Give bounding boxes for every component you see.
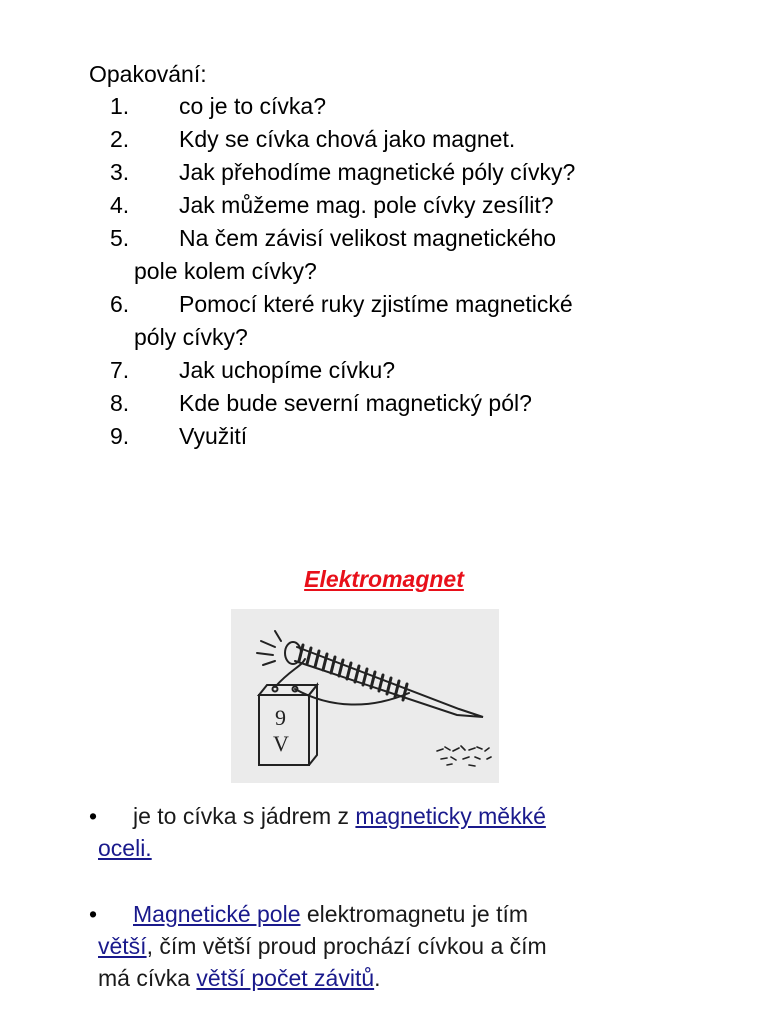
question-list (110, 90, 575, 453)
bullet-text: má cívka (98, 965, 197, 991)
list-text: co je to cívka? (179, 93, 327, 119)
list-number: 4. (110, 192, 130, 218)
list-number: 1. (110, 93, 130, 119)
bullet-icon: • (89, 803, 98, 829)
list-text-continued: pole kolem cívky? (134, 258, 317, 284)
list-text-continued: póly cívky? (134, 324, 248, 350)
link-magneticky-mekke[interactable]: magneticky měkké (355, 803, 546, 829)
list-number: 9. (110, 423, 130, 449)
list-item (110, 222, 575, 288)
list-text: Jak přehodíme magnetické póly cívky? (179, 159, 576, 185)
spark-line (257, 653, 273, 655)
list-item (110, 156, 575, 189)
list-number: 5. (110, 225, 130, 251)
list-item (110, 123, 575, 156)
link-oceli[interactable]: oceli. (98, 835, 152, 861)
list-number: 2. (110, 126, 130, 152)
spark-line (263, 661, 275, 665)
battery-label-bottom: V (273, 731, 289, 756)
spark-line (261, 641, 275, 647)
battery-terminal (273, 687, 278, 692)
bullet-icon: • (89, 901, 98, 927)
bullet-item (89, 800, 709, 864)
bullet-text: je to cívka s jádrem z (133, 803, 356, 829)
list-number: 6. (110, 291, 130, 317)
electromagnet-drawing (231, 609, 499, 783)
review-title: Opakování: (89, 61, 207, 87)
bullet-text: . (374, 965, 381, 991)
list-item (110, 288, 575, 354)
list-number: 3. (110, 159, 130, 185)
list-text: Využití (179, 423, 248, 449)
list-text: Jak můžeme mag. pole cívky zesílit? (179, 192, 554, 218)
battery-label-top: 9 (275, 705, 286, 730)
bullet-text: , čím větší proud prochází cívkou a čím (146, 933, 547, 959)
list-text: Kdy se cívka chová jako magnet. (179, 126, 516, 152)
list-text: Jak uchopíme cívku? (179, 357, 396, 383)
list-item (110, 387, 575, 420)
bullet-item (89, 898, 709, 994)
list-number: 8. (110, 390, 130, 416)
list-item (110, 354, 575, 387)
list-text: Na čem závisí velikost magnetického (179, 225, 557, 251)
iron-filings (437, 746, 491, 766)
spark-line (275, 631, 281, 641)
bullet-text: elektromagnetu je tím (300, 901, 529, 927)
list-item (110, 189, 575, 222)
list-text: Pomocí které ruky zjistíme magnetické (179, 291, 573, 317)
list-text: Kde bude severní magnetický pól? (179, 390, 532, 416)
list-number: 7. (110, 357, 130, 383)
list-item (110, 420, 575, 453)
list-item (110, 90, 575, 123)
battery-top (259, 685, 317, 695)
section-heading: Elektromagnet (304, 566, 464, 592)
link-vetsi[interactable]: větší (98, 933, 147, 959)
link-vetsi-pocet-zavitu[interactable]: větší počet závitů (196, 965, 375, 991)
electromagnet-illustration (231, 609, 499, 783)
link-magneticke-pole[interactable]: Magnetické pole (133, 901, 301, 927)
